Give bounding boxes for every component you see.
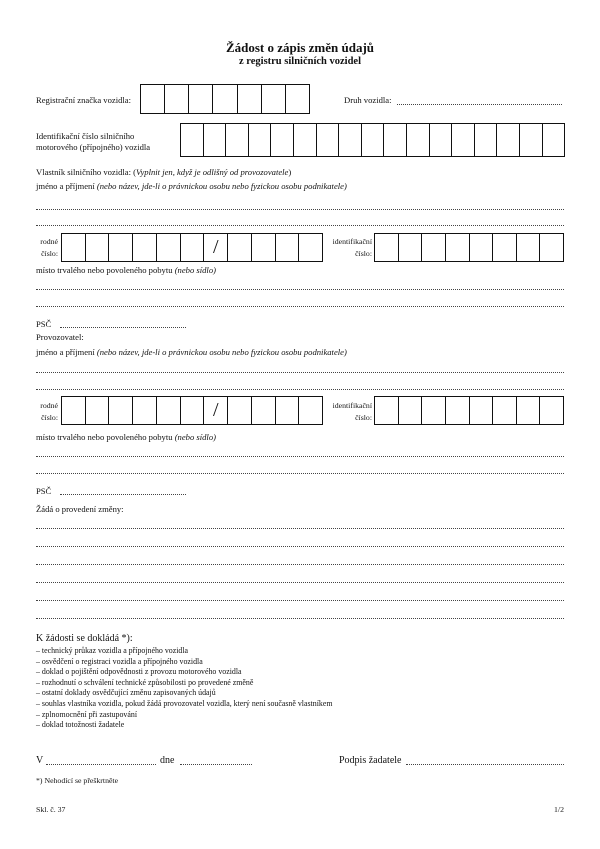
birth-number-box[interactable] <box>62 234 86 261</box>
vin-box[interactable] <box>204 124 227 156</box>
vin-box[interactable] <box>249 124 272 156</box>
birth-number-box[interactable] <box>86 234 110 261</box>
footnote: *) Nehodící se přeškrtněte <box>36 776 119 785</box>
owner-birth-number-boxes[interactable] <box>61 233 323 262</box>
birth-number-box[interactable] <box>109 397 133 424</box>
operator-ident-number-boxes[interactable] <box>374 396 564 425</box>
birth-number-box[interactable] <box>181 397 205 424</box>
owner-psc-label: PSČ <box>36 319 52 329</box>
owner-ident-label-2: číslo: <box>355 249 372 258</box>
ident-number-box[interactable] <box>470 397 494 424</box>
ident-number-box[interactable] <box>399 234 423 261</box>
owner-ident-number-boxes[interactable] <box>374 233 564 262</box>
place-field[interactable] <box>46 764 156 765</box>
operator-psc-field[interactable] <box>60 494 186 495</box>
birth-number-box[interactable] <box>157 397 181 424</box>
vin-box[interactable] <box>497 124 520 156</box>
owner-name-line[interactable] <box>36 225 564 226</box>
list-item: – zplnomocnění při zastupování <box>36 709 138 719</box>
ident-number-box[interactable] <box>399 397 423 424</box>
vin-box[interactable] <box>339 124 362 156</box>
birth-number-box[interactable] <box>299 397 322 424</box>
ident-number-box[interactable] <box>375 234 399 261</box>
vehicle-type-field[interactable] <box>397 104 562 105</box>
ident-number-box[interactable] <box>446 234 470 261</box>
slash-separator: / <box>212 399 219 421</box>
page-subtitle: z registru silničních vozidel <box>238 56 361 67</box>
date-field[interactable] <box>180 764 252 765</box>
birth-number-box[interactable] <box>181 234 205 261</box>
birth-number-box[interactable] <box>133 397 157 424</box>
operator-birth-label-1: rodné <box>40 401 58 410</box>
operator-ident-label-2: číslo: <box>355 413 372 422</box>
operator-name-label <box>36 347 347 358</box>
list-item: – osvědčení o registraci vozidla a přípojného vozidla <box>36 656 203 666</box>
vin-box[interactable] <box>520 124 543 156</box>
change-request-line[interactable] <box>36 564 564 565</box>
owner-psc-field[interactable] <box>60 327 186 328</box>
operator-name-note: (nebo název, jde-li o právnickou osobu nebo fyzickou osobu podnikatele) <box>96 347 347 357</box>
owner-name-label-text: jméno a příjmení <box>36 181 95 191</box>
ident-number-box[interactable] <box>375 397 399 424</box>
vin-box[interactable] <box>181 124 204 156</box>
list-item: – doklad totožnosti žadatele <box>36 720 125 730</box>
ident-number-box[interactable] <box>517 234 541 261</box>
vin-boxes[interactable] <box>180 123 565 157</box>
operator-address-label-text: místo trvalého nebo povoleného pobytu <box>36 432 173 442</box>
birth-number-box[interactable] <box>252 397 276 424</box>
operator-ident-label-1: identifikační <box>332 401 372 410</box>
date-label: dne <box>160 755 175 766</box>
vin-box[interactable] <box>452 124 475 156</box>
vin-box[interactable] <box>294 124 317 156</box>
owner-ident-label-1: identifikační <box>332 237 372 246</box>
owner-header <box>36 167 291 178</box>
list-item: – rozhodnutí o schválení technické způsobilosti po provedené změně <box>36 677 254 687</box>
owner-name-line[interactable] <box>36 209 564 210</box>
owner-birth-label-2: číslo: <box>41 249 58 258</box>
operator-address-label <box>36 432 216 443</box>
owner-header-note: Vyplnit jen, když je odlišný od provozovatele <box>136 167 289 177</box>
operator-psc-label: PSČ <box>36 486 52 496</box>
attachments-list <box>36 646 332 731</box>
owner-address-note: (nebo sídlo) <box>174 265 216 275</box>
reg-plate-box[interactable] <box>213 85 237 113</box>
birth-number-box[interactable] <box>86 397 110 424</box>
operator-address-note: (nebo sídlo) <box>174 432 216 442</box>
birth-number-box[interactable] <box>228 234 252 261</box>
birth-number-box[interactable] <box>62 397 86 424</box>
reg-plate-box[interactable] <box>189 85 213 113</box>
vin-box[interactable] <box>543 124 565 156</box>
vin-box[interactable] <box>430 124 453 156</box>
change-request-line[interactable] <box>36 528 564 529</box>
operator-header: Provozovatel: <box>36 332 84 342</box>
change-request-line[interactable] <box>36 600 564 601</box>
reg-plate-box[interactable] <box>262 85 286 113</box>
owner-header-text: Vlastník silničního vozidla: ( <box>36 167 137 177</box>
operator-address-line[interactable] <box>36 456 564 457</box>
operator-birth-number-boxes[interactable] <box>61 396 323 425</box>
attachments-header: K žádosti se dokládá *): <box>36 633 133 644</box>
vin-box[interactable] <box>317 124 340 156</box>
vin-label-line1: Identifikační číslo silničního <box>36 131 135 141</box>
reg-plate-box[interactable] <box>141 85 165 113</box>
birth-number-box[interactable] <box>228 397 252 424</box>
vin-label-line2: motorového (přípojného) vozidla <box>36 142 151 152</box>
birth-number-separator <box>204 397 228 424</box>
operator-name-line[interactable] <box>36 389 564 390</box>
owner-name-note: (nebo název, jde-li o právnickou osobu nebo fyzickou osobu podnikatele) <box>96 181 347 191</box>
change-request-label: Žádá o provedení změny: <box>36 504 124 514</box>
owner-address-label-text: místo trvalého nebo povoleného pobytu <box>36 265 173 275</box>
birth-number-box[interactable] <box>299 234 322 261</box>
operator-birth-label-2: číslo: <box>41 413 58 422</box>
birth-number-separator <box>204 234 228 261</box>
reg-plate-box[interactable] <box>286 85 309 113</box>
birth-number-box[interactable] <box>133 234 157 261</box>
ident-number-box[interactable] <box>493 397 517 424</box>
place-label: V <box>36 755 44 766</box>
birth-number-box[interactable] <box>252 234 276 261</box>
ident-number-box[interactable] <box>470 234 494 261</box>
list-item: – doklad o pojištění odpovědnosti z provozu motorového vozidla <box>36 667 242 677</box>
owner-birth-label-1: rodné <box>40 237 58 246</box>
vin-box[interactable] <box>384 124 407 156</box>
vin-box[interactable] <box>362 124 385 156</box>
reg-plate-box[interactable] <box>238 85 262 113</box>
operator-address-line[interactable] <box>36 473 564 474</box>
page-number: 1/2 <box>554 805 564 814</box>
reg-plate-box[interactable] <box>165 85 189 113</box>
vin-box[interactable] <box>226 124 249 156</box>
form-number: Skl. č. 37 <box>36 805 66 814</box>
birth-number-box[interactable] <box>276 234 300 261</box>
ident-number-box[interactable] <box>493 234 517 261</box>
vin-box[interactable] <box>407 124 430 156</box>
ident-number-box[interactable] <box>540 397 563 424</box>
owner-address-line[interactable] <box>36 306 564 307</box>
vin-box[interactable] <box>475 124 498 156</box>
owner-address-label <box>36 265 216 276</box>
vehicle-type-label: Druh vozidla: <box>344 95 392 105</box>
ident-number-box[interactable] <box>517 397 541 424</box>
vin-box[interactable] <box>271 124 294 156</box>
list-item: – ostatní doklady osvědčující změnu zapisovaných údajů <box>36 688 216 698</box>
ident-number-box[interactable] <box>540 234 563 261</box>
operator-name-label-text: jméno a příjmení <box>36 347 95 357</box>
birth-number-box[interactable] <box>157 234 181 261</box>
ident-number-box[interactable] <box>422 397 446 424</box>
ident-number-box[interactable] <box>446 397 470 424</box>
signature-field[interactable] <box>406 764 564 765</box>
list-item: – technický průkaz vozidla a přípojného vozidla <box>36 646 189 655</box>
ident-number-box[interactable] <box>422 234 446 261</box>
birth-number-box[interactable] <box>109 234 133 261</box>
owner-header-close: ) <box>288 167 292 177</box>
change-request-line[interactable] <box>36 546 564 547</box>
slash-separator: / <box>212 236 219 258</box>
reg-plate-boxes[interactable] <box>140 84 310 114</box>
signature-label: Podpis žadatele <box>339 755 402 766</box>
owner-name-label <box>36 181 347 192</box>
change-request-line[interactable] <box>36 618 564 619</box>
operator-name-line[interactable] <box>36 372 564 373</box>
list-item: – souhlas vlastníka vozidla, pokud žádá provozovatel vozidla, který není současně vlastníkem <box>36 698 333 708</box>
page-title: Žádost o zápis změn údajů <box>225 40 375 55</box>
reg-plate-label: Registrační značka vozidla: <box>36 95 131 105</box>
owner-address-line[interactable] <box>36 289 564 290</box>
birth-number-box[interactable] <box>276 397 300 424</box>
change-request-line[interactable] <box>36 582 564 583</box>
